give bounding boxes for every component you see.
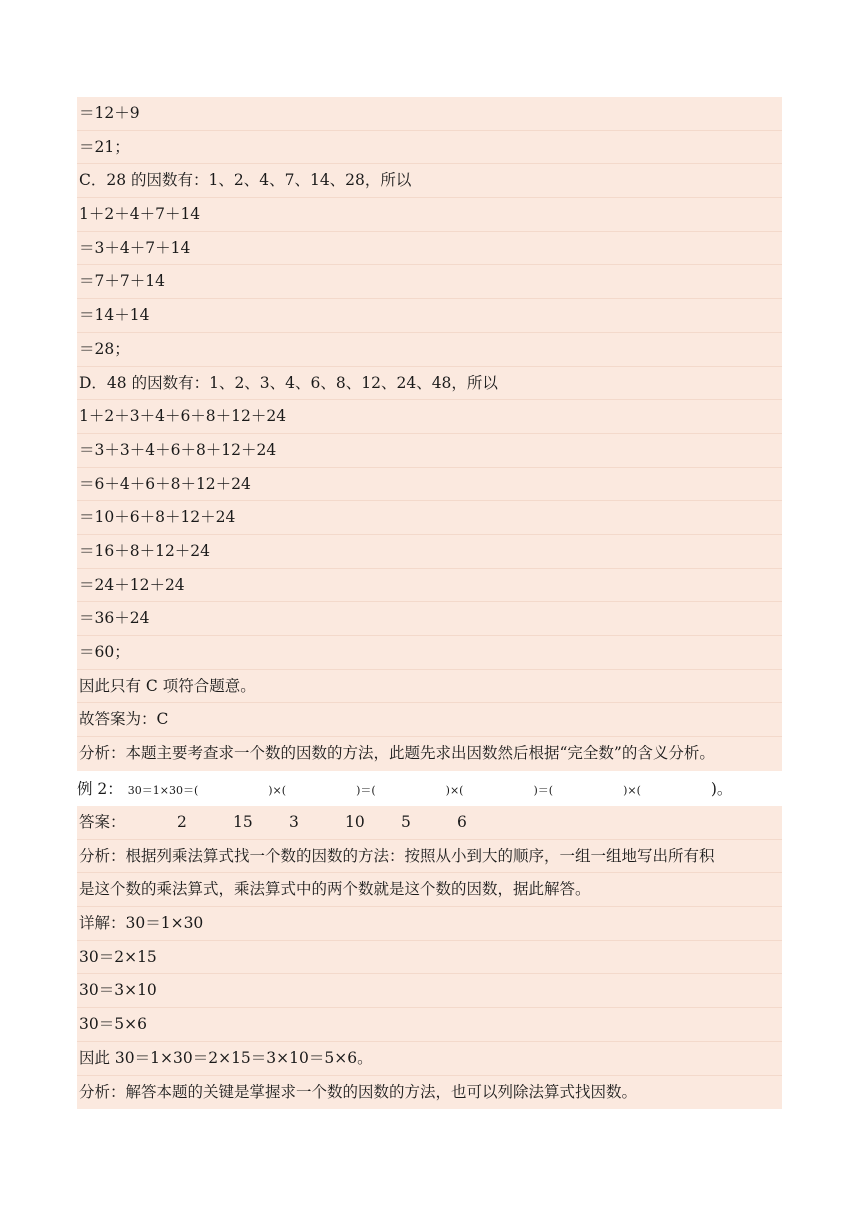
text-line: 故答案为：C — [77, 703, 782, 737]
blank-sep: )＝( — [356, 784, 376, 797]
text-line: ＝60； — [77, 636, 782, 670]
blank-sep: )×( — [445, 784, 464, 797]
answer-block — [77, 806, 782, 1109]
text-line: ＝21； — [77, 131, 782, 165]
answer-line — [77, 806, 782, 840]
text-line: C．28 的因数有：1、2、4、7、14、28，所以 — [77, 164, 782, 198]
example-label: 例 2： — [77, 780, 123, 798]
text-line: 30＝2×15 — [77, 941, 782, 975]
text-line: 因此 30＝1×30＝2×15＝3×10＝5×6。 — [77, 1042, 782, 1076]
text-line: 因此只有 C 项符合题意。 — [77, 670, 782, 704]
example-formula: 30＝1×30＝( — [127, 784, 199, 797]
answer-label: 答案： — [79, 813, 126, 831]
text-line: ＝28； — [77, 333, 782, 367]
text-line: ＝6＋4＋6＋8＋12＋24 — [77, 468, 782, 502]
text-line: D．48 的因数有：1、2、3、4、6、8、12、24、48，所以 — [77, 367, 782, 401]
answer-value: 5 — [401, 813, 411, 831]
analysis-line: 分析：本题主要考查求一个数的因数的方法，此题先求出因数然后根据“完全数”的含义分析。 — [79, 744, 715, 763]
text-line: 30＝5×6 — [77, 1008, 782, 1042]
example-question — [77, 774, 782, 804]
answer-value: 15 — [233, 813, 253, 831]
text-line: ＝16＋8＋12＋24 — [77, 535, 782, 569]
text-line: ＝3＋3＋4＋6＋8＋12＋24 — [77, 434, 782, 468]
blank-end: )。 — [710, 780, 733, 798]
text-line: ＝3＋4＋7＋14 — [77, 232, 782, 266]
text-line: 1＋2＋4＋7＋14 — [77, 198, 782, 232]
blank-sep: )×( — [623, 784, 641, 797]
analysis-line: 分析：解答本题的关键是掌握求一个数的因数的方法，也可以列除法算式找因数。 — [79, 1082, 638, 1101]
blank-sep: )＝( — [533, 784, 554, 797]
text-line: ＝7＋7＋14 — [77, 265, 782, 299]
detail-line: 详解：30＝1×30 — [77, 907, 782, 941]
text-line: ＝12＋9 — [77, 97, 782, 131]
text-line: 是这个数的乘法算式，乘法算式中的两个数就是这个数的因数，据此解答。 — [77, 873, 782, 907]
blank-sep: )×( — [268, 784, 287, 797]
text-line: ＝14＋14 — [77, 299, 782, 333]
text-line: ＝10＋6＋8＋12＋24 — [77, 501, 782, 535]
solution-block — [77, 97, 782, 771]
text-line: ＝36＋24 — [77, 602, 782, 636]
text-line: ＝24＋12＋24 — [77, 569, 782, 603]
answer-value: 3 — [289, 813, 299, 831]
text-line: 1＋2＋3＋4＋6＋8＋12＋24 — [77, 400, 782, 434]
answer-value: 2 — [177, 813, 187, 831]
answer-value: 6 — [457, 813, 467, 831]
text-line: 30＝3×10 — [77, 974, 782, 1008]
analysis-line: 分析：根据列乘法算式找一个数的因数的方法：按照从小到大的顺序，一组一组地写出所有积 — [77, 840, 782, 874]
answer-value: 10 — [345, 813, 365, 831]
